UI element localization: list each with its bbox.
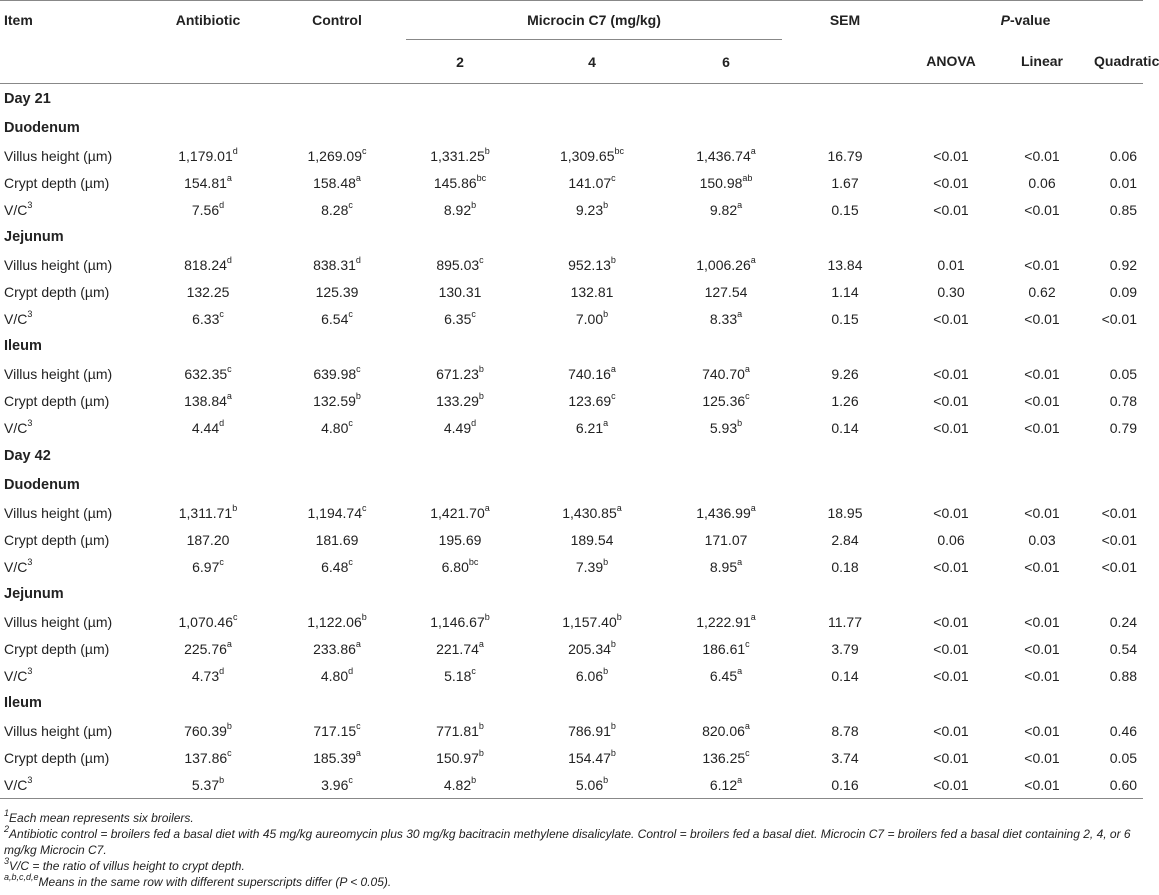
anova-cell: <0.01 [908, 771, 994, 799]
sem-cell: 8.78 [831, 722, 859, 739]
sem-cell: 11.77 [828, 613, 862, 630]
quadratic-cell: <0.01 [1101, 558, 1138, 575]
value-cell: 632.35$^c$ [184, 363, 232, 382]
value-cell: 132.81 [570, 283, 614, 300]
linear-cell: <0.01 [1024, 613, 1060, 630]
value-cell: 130.31 [438, 283, 482, 300]
linear-cell: <0.01 [994, 771, 1090, 799]
value-cell: 189.54 [570, 531, 614, 548]
value-cell: 1,222.91$^a$ [696, 611, 756, 630]
anova-cell: 0.06 [937, 531, 965, 548]
value-cell: 8.28$^c$ [321, 199, 353, 218]
col-anova-header: ANOVA [926, 53, 976, 70]
col-microcin-header: Microcin C7 (mg/kg) [406, 1, 782, 40]
value-cell: 171.07 [704, 531, 748, 548]
row-label: $V/C^3$ [4, 308, 33, 327]
value-cell: 233.86$^a$ [313, 638, 361, 657]
value-cell: 125.36$^c$ [702, 390, 750, 409]
table-row [0, 387, 1143, 414]
value-cell: 195.69 [438, 531, 482, 548]
anova-cell: <0.01 [933, 667, 969, 684]
row-label: Crypt depth (µm) [4, 531, 110, 548]
value-cell: 186.61$^c$ [702, 638, 750, 657]
table-row [0, 360, 1143, 387]
col-dose-4-header: 4 [588, 53, 596, 70]
value-cell: 4.44$^d$ [191, 417, 225, 436]
footnotes [4, 810, 1140, 890]
anova-cell: 0.30 [937, 283, 965, 300]
table-row [0, 142, 1143, 169]
value-cell: 154.81$^a$ [184, 172, 232, 191]
footnote-3: $^3$V/C = the ratio of villus height to crypt depth. [4, 856, 245, 873]
row-label: Crypt depth (µm) [4, 749, 110, 766]
value-cell: 138.84$^a$ [184, 390, 232, 409]
col-sem-header: SEM [829, 12, 861, 29]
linear-cell: <0.01 [1024, 365, 1060, 382]
row-label: Crypt depth (µm) [4, 174, 110, 191]
sem-cell: 1.26 [831, 392, 859, 409]
sem-cell: 3.79 [831, 640, 859, 657]
table-row [0, 771, 1143, 799]
quadratic-cell: 0.92 [1109, 256, 1138, 273]
header-row-2 [0, 40, 1143, 84]
linear-cell: <0.01 [1024, 310, 1060, 327]
value-cell: 132.25 [186, 283, 230, 300]
value-cell: 187.20 [186, 531, 230, 548]
value-cell: 1,006.26$^a$ [696, 254, 756, 273]
row-label: Crypt depth (µm) [4, 283, 110, 300]
segment-heading: Jejunum [4, 586, 64, 602]
quadratic-cell: 0.78 [1109, 392, 1138, 409]
sem-cell: 0.16 [782, 771, 908, 799]
sem-cell: 9.26 [831, 365, 859, 382]
value-cell: 7.39$^b$ [575, 556, 609, 575]
value-cell: 6.12$^a$ [670, 771, 782, 799]
quadratic-cell: 0.88 [1109, 667, 1138, 684]
value-cell: 740.70$^a$ [702, 363, 750, 382]
segment-heading-row [0, 471, 1143, 499]
value-cell: 1,421.70$^a$ [430, 502, 490, 521]
value-cell: 5.37$^b$ [148, 771, 268, 799]
row-label: Villus height (µm) [4, 613, 113, 630]
col-item-header: Item [4, 12, 33, 29]
value-cell: 952.13$^b$ [568, 254, 616, 273]
value-cell: 6.33$^c$ [192, 308, 224, 327]
sem-cell: 0.15 [831, 201, 859, 218]
quadratic-cell: <0.01 [1101, 531, 1138, 548]
segment-heading-row [0, 332, 1143, 360]
row-label: $V/C^3$ [0, 771, 148, 799]
value-cell: 1,436.99$^a$ [696, 502, 756, 521]
sem-cell: 18.95 [827, 504, 863, 521]
value-cell: 5.18$^c$ [444, 665, 476, 684]
segment-heading-row [0, 223, 1143, 251]
value-cell: 6.54$^c$ [321, 308, 353, 327]
value-cell: 771.81$^b$ [436, 720, 484, 739]
linear-cell: <0.01 [1024, 504, 1060, 521]
anova-cell: <0.01 [933, 640, 969, 657]
value-cell: 205.34$^b$ [568, 638, 616, 657]
value-cell: 6.06$^b$ [575, 665, 609, 684]
row-label: Crypt depth (µm) [4, 640, 110, 657]
value-cell: 141.07$^c$ [568, 172, 616, 191]
segment-heading-row [0, 114, 1143, 142]
value-cell: 150.98$^{ab}$ [699, 172, 753, 191]
quadratic-cell: <0.01 [1101, 310, 1138, 327]
sem-cell: 1.67 [831, 174, 859, 191]
table-row [0, 499, 1143, 526]
value-cell: 8.95$^a$ [709, 556, 743, 575]
table-body [0, 84, 1143, 799]
segment-heading-row [0, 689, 1143, 717]
col-pvalue-header [908, 1, 1143, 40]
quadratic-cell: 0.05 [1109, 365, 1138, 382]
quadratic-cell: <0.01 [1101, 504, 1138, 521]
row-label: Villus height (µm) [4, 722, 113, 739]
sem-cell: 0.15 [831, 310, 859, 327]
value-cell: 1,070.46$^c$ [178, 611, 238, 630]
quadratic-cell: 0.54 [1109, 640, 1138, 657]
value-cell: 158.48$^a$ [313, 172, 361, 191]
value-cell: 1,269.09$^c$ [307, 145, 367, 164]
value-cell: 895.03$^c$ [436, 254, 484, 273]
col-dose-2-header: 2 [456, 53, 464, 70]
anova-cell: <0.01 [933, 749, 969, 766]
anova-cell: <0.01 [933, 310, 969, 327]
value-cell: 9.23$^b$ [575, 199, 609, 218]
value-cell: 6.48$^c$ [321, 556, 353, 575]
table-row [0, 744, 1143, 771]
quadratic-cell: 0.09 [1109, 283, 1138, 300]
linear-cell: <0.01 [1024, 147, 1060, 164]
col-antibiotic-header: Antibiotic [175, 12, 241, 29]
footnote-1: $^1$Each mean represents six broilers. [4, 808, 194, 825]
anova-cell: <0.01 [933, 504, 969, 521]
quadratic-cell: 0.60 [1090, 771, 1143, 799]
day-heading: Day 21 [4, 91, 51, 107]
sem-cell: 13.84 [827, 256, 863, 273]
table-row [0, 553, 1143, 580]
value-cell: 1,179.01$^d$ [178, 145, 238, 164]
quadratic-cell: 0.01 [1109, 174, 1138, 191]
table-row [0, 169, 1143, 196]
value-cell: 820.06$^a$ [702, 720, 750, 739]
linear-cell: <0.01 [1024, 640, 1060, 657]
sem-cell: 0.18 [831, 558, 859, 575]
anova-cell: <0.01 [933, 558, 969, 575]
sem-cell: 1.14 [831, 283, 859, 300]
value-cell: 4.49$^d$ [443, 417, 477, 436]
col-dose-6-header: 6 [722, 53, 730, 70]
day-heading: Day 42 [4, 448, 51, 464]
value-cell: 639.98$^c$ [313, 363, 361, 382]
anova-cell: <0.01 [933, 722, 969, 739]
quadratic-cell: 0.79 [1109, 419, 1138, 436]
value-cell: 6.97$^c$ [192, 556, 224, 575]
value-cell: 225.76$^a$ [184, 638, 232, 657]
row-label: Crypt depth (µm) [4, 392, 110, 409]
quadratic-cell: 0.46 [1109, 722, 1138, 739]
anova-cell: <0.01 [933, 147, 969, 164]
value-cell: 145.86$^{bc}$ [433, 172, 487, 191]
value-cell: 1,194.74$^c$ [307, 502, 367, 521]
linear-cell: <0.01 [1024, 392, 1060, 409]
linear-cell: <0.01 [1024, 256, 1060, 273]
quadratic-cell: 0.05 [1109, 749, 1138, 766]
value-cell: 8.92$^b$ [443, 199, 477, 218]
segment-heading-row [0, 580, 1143, 608]
anova-cell: <0.01 [933, 174, 969, 191]
table-row [0, 414, 1143, 441]
row-label: $V/C^3$ [4, 556, 33, 575]
value-cell: 6.80$^{bc}$ [441, 556, 479, 575]
quadratic-cell: 0.24 [1109, 613, 1138, 630]
row-label: Villus height (µm) [4, 504, 113, 521]
segment-heading: Ileum [4, 695, 42, 711]
value-cell: 133.29$^b$ [436, 390, 484, 409]
value-cell: 1,309.65$^{bc}$ [559, 145, 624, 164]
row-label: $V/C^3$ [4, 665, 33, 684]
value-cell: 1,311.71$^b$ [178, 502, 238, 521]
value-cell: 717.15$^c$ [313, 720, 361, 739]
table-row [0, 278, 1143, 305]
value-cell: 7.00$^b$ [575, 308, 609, 327]
value-cell: 1,157.40$^b$ [562, 611, 622, 630]
value-cell: 221.74$^a$ [436, 638, 484, 657]
day-heading-row [0, 441, 1143, 471]
segment-heading: Duodenum [4, 477, 80, 493]
linear-cell: <0.01 [1024, 667, 1060, 684]
value-cell: 123.69$^c$ [568, 390, 616, 409]
value-cell: 671.23$^b$ [436, 363, 484, 382]
value-cell: 181.69 [315, 531, 359, 548]
segment-heading: Jejunum [4, 229, 64, 245]
anova-cell: <0.01 [933, 392, 969, 409]
sem-cell: 2.84 [831, 531, 859, 548]
col-linear-header: Linear [1020, 53, 1063, 70]
value-cell: 4.80$^d$ [320, 665, 354, 684]
value-cell: 1,436.74$^a$ [696, 145, 756, 164]
sem-cell: 16.79 [827, 147, 863, 164]
value-cell: 6.35$^c$ [444, 308, 476, 327]
linear-cell: <0.01 [1024, 722, 1060, 739]
value-cell: 818.24$^d$ [184, 254, 232, 273]
anova-cell: 0.01 [937, 256, 965, 273]
sem-cell: 3.74 [831, 749, 859, 766]
table-row [0, 526, 1143, 553]
segment-heading: Duodenum [4, 120, 80, 136]
linear-cell: 0.03 [1028, 531, 1056, 548]
day-heading-row [0, 84, 1143, 115]
value-cell: 132.59$^b$ [313, 390, 361, 409]
table-row [0, 717, 1143, 744]
value-cell: 6.45$^a$ [709, 665, 743, 684]
value-cell: 1,331.25$^b$ [430, 145, 490, 164]
value-cell: 786.91$^b$ [568, 720, 616, 739]
value-cell: 5.06$^b$ [514, 771, 670, 799]
quadratic-cell: 0.06 [1109, 147, 1138, 164]
table-row [0, 251, 1143, 278]
anova-cell: <0.01 [933, 419, 969, 436]
table-row [0, 608, 1143, 635]
sem-cell: 0.14 [831, 419, 859, 436]
value-cell: 4.80$^c$ [321, 417, 353, 436]
value-cell: 9.82$^a$ [709, 199, 743, 218]
col-control-header: Control [312, 12, 362, 29]
value-cell: 127.54 [704, 283, 748, 300]
value-cell: 838.31$^d$ [313, 254, 361, 273]
footnote-2: $^2$Antibiotic control = broilers fed a basal diet with 45 mg/kg aureomycin plus 30 mg/kg bacitracin methylene disalicylate. Control = broilers fed a basal diet. Microcin C7 = broilers fed a basal diet containing 2, 4, or 6 mg/kg Microcin C7. [4, 824, 1131, 857]
quadratic-cell: 0.85 [1109, 201, 1138, 218]
anova-cell: <0.01 [933, 201, 969, 218]
linear-cell: <0.01 [1024, 201, 1060, 218]
pvalue-p: P [1000, 12, 1010, 29]
value-cell: 5.93$^b$ [709, 417, 743, 436]
value-cell: 154.47$^b$ [568, 747, 616, 766]
value-cell: 6.21$^a$ [575, 417, 609, 436]
value-cell: 1,430.85$^a$ [562, 502, 622, 521]
value-cell: 7.56$^d$ [191, 199, 225, 218]
value-cell: 185.39$^a$ [313, 747, 361, 766]
row-label: $V/C^3$ [4, 199, 33, 218]
row-label: Villus height (µm) [4, 256, 113, 273]
value-cell: 760.39$^b$ [184, 720, 232, 739]
value-cell: 3.96$^c$ [268, 771, 406, 799]
value-cell: 136.25$^c$ [702, 747, 750, 766]
value-cell: 150.97$^b$ [436, 747, 484, 766]
linear-cell: <0.01 [1024, 749, 1060, 766]
value-cell: 740.16$^a$ [568, 363, 616, 382]
sem-cell: 0.14 [831, 667, 859, 684]
value-cell: 4.73$^d$ [191, 665, 225, 684]
row-label: $V/C^3$ [4, 417, 33, 436]
linear-cell: 0.62 [1028, 283, 1056, 300]
value-cell: 8.33$^a$ [709, 308, 743, 327]
table-row [0, 662, 1143, 689]
header-row-1 [0, 1, 1143, 40]
table-row [0, 305, 1143, 332]
value-cell: 1,122.06$^b$ [307, 611, 367, 630]
row-label: Villus height (µm) [4, 365, 113, 382]
linear-cell: <0.01 [1024, 558, 1060, 575]
linear-cell: <0.01 [1024, 419, 1060, 436]
row-label: Villus height (µm) [4, 147, 113, 164]
segment-heading: Ileum [4, 338, 42, 354]
value-cell: 1,146.67$^b$ [430, 611, 490, 630]
footnote-4: $^{a,b,c,d,e}$Means in the same row with different superscripts differ (P < 0.05). [4, 872, 392, 889]
linear-cell: 0.06 [1028, 174, 1056, 191]
anova-cell: <0.01 [933, 365, 969, 382]
col-quadratic-header: Quadratic [1094, 53, 1159, 70]
value-cell: 137.86$^c$ [184, 747, 232, 766]
value-cell: 125.39 [315, 283, 359, 300]
value-cell: 4.82$^b$ [406, 771, 514, 799]
anova-cell: <0.01 [933, 613, 969, 630]
table-row [0, 196, 1143, 223]
table-row [0, 635, 1143, 662]
pvalue-rest: -value [1009, 12, 1051, 29]
